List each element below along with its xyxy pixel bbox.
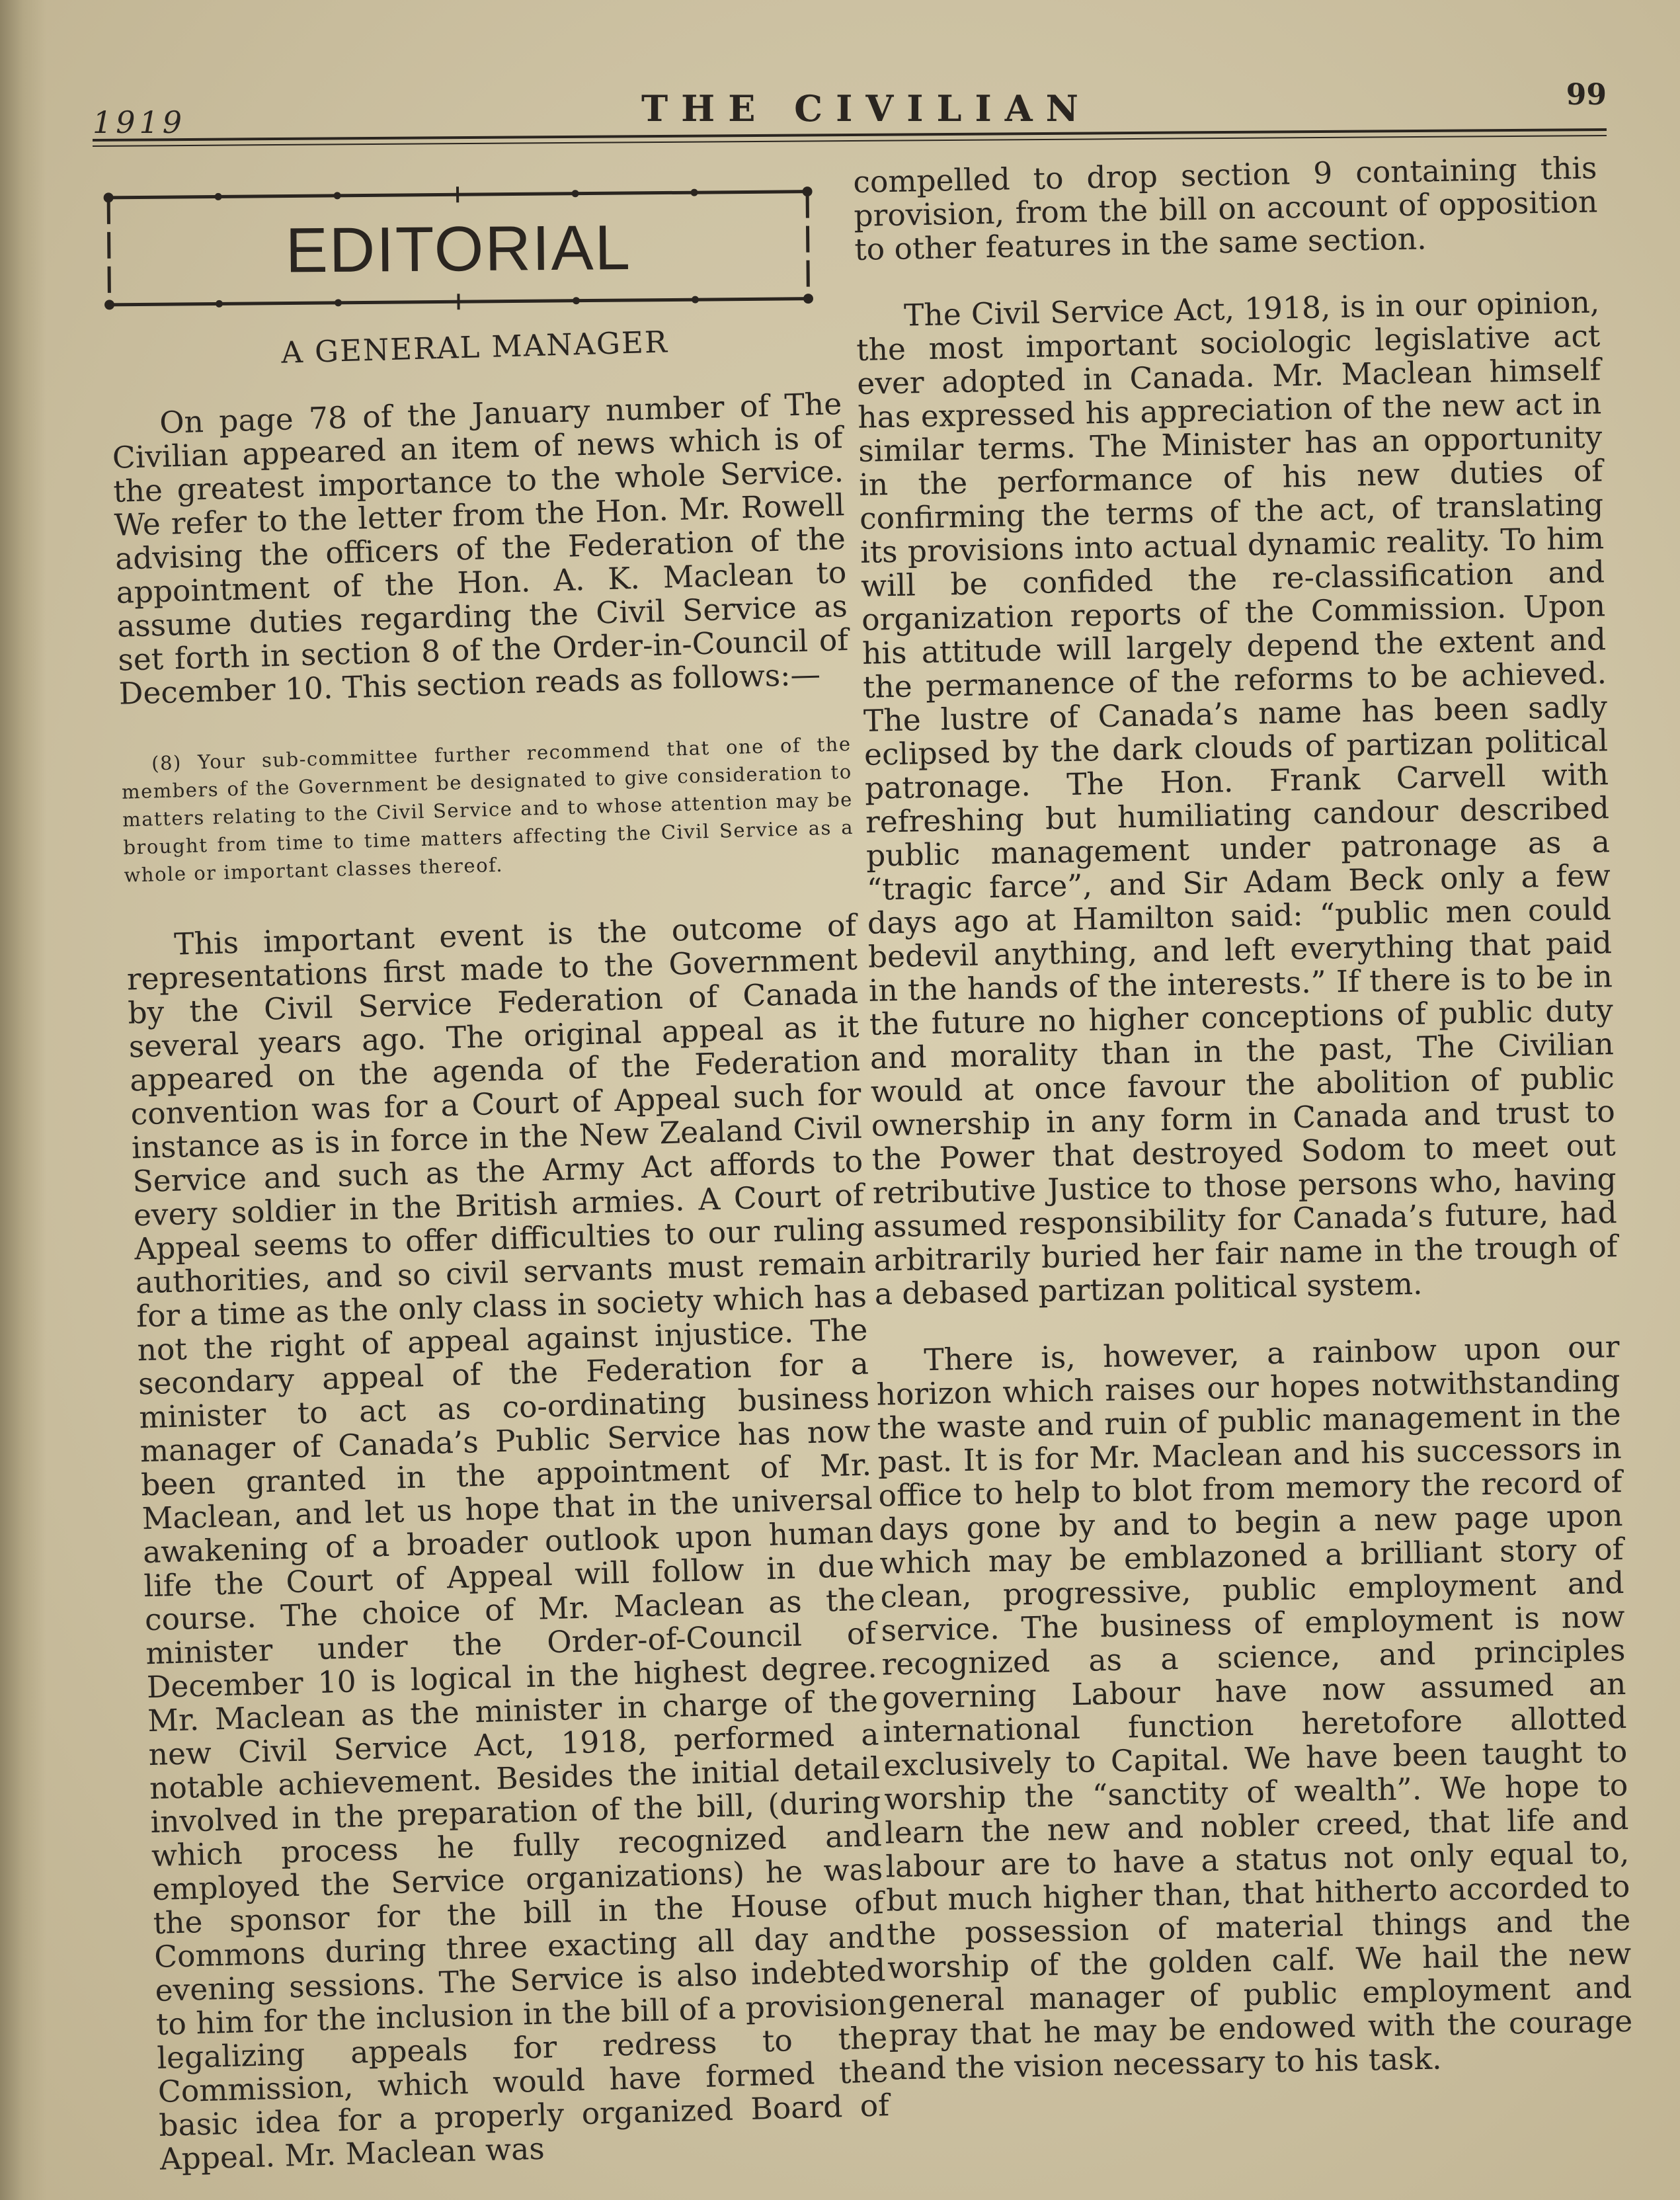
header-rule-thick xyxy=(93,128,1607,142)
article-subheading: A GENERAL MANAGER xyxy=(280,324,669,370)
editorial-label: EDITORIAL xyxy=(285,212,632,286)
header-year: 1919 xyxy=(93,104,186,140)
paragraph: On page 78 of the January number of The Civilian appeared an item of news which is of the greatest importance to the whole Service. We refer to the letter from the Hon. Mr. Rowell advising the officers of the Federation of the appointment of the Hon. A. K. Maclean to assume duties regarding the Civil Service as set forth in section 8 of the Order-in-Council of December 10. This section reads as follows:— xyxy=(112,386,849,712)
left-column xyxy=(109,320,891,2176)
quoted-section: (8) Your sub-committee further recommend that one of the members of the Government be designated to give consideration to matters relating to the Civil Service and to whose attention may be brought from time to time matters affecting the Civil Service as a whole or important classes thereof. xyxy=(121,732,854,887)
running-header xyxy=(93,73,1607,145)
paragraph: This important event is the outcome of representations first made to the Government by the Civil Service Federation of Canada several years ago. The original appeal as it appeared on the agenda of the Federation convention was for a Court of Appeal such for instance as is in force in the New Zealand Civil Service and such as the Army Act affords to every soldier in the British armies. A Court of Appeal seems to offer difficulties to our ruling authorities, and so civil servants must remain for a time as the only class in society which has not the right of appeal against injustice. The secondary appeal of the Federation for a minister to act as co-ordinating business manager of Canada’s Public Service has now been granted in the appointment of Mr. Maclean, and let us hope that in the universal awakening of a broader outlook upon human life the Court of Appeal will follow in due course. The choice of Mr. Maclean as the minister under the Order-of-Council of December 10 is logical in the highest degree. Mr. Maclean as the minister in charge of the new Civil Service Act, 1918, performed a notable achievement. Besides the initial detail involved in the preparation of the bill, (during which process he fully recognized and employed the Service organizations) he was the sponsor for the bill in the House of Commons during three exacting all day and evening sessions. The Service is also indebted to him for the inclusion in the bill of a provision legalizing appeals for redress to the Commission, which would have formed the basic idea for a properly organized Board of Appeal. Mr. Maclean was xyxy=(126,907,890,2177)
page-spine-shadow xyxy=(0,0,46,2200)
paragraph: There is, however, a rainbow upon our horizon which raises our hopes notwithstanding the waste and ruin of public management in the past. It is for Mr. Maclean and his successors in office to help to blot from memory the record of days gone by and to begin a new page upon which may be emblazoned a brilliant story of clean, progressive, public employment and service. The business of employment is now recognized as a science, and principles governing Labour have now assumed an international function heretofore allotted exclusively to Capital. We have been taught to worship the “sanctity of wealth”. We hope to learn the new and nobler creed, that life and labour are to have a status not only equal to, but much higher than, that hitherto accorded to the possession of material things and the worship of the golden calf. We hail the new general manager of public employment and pray that he may be endowed with the courage and the vision necessary to his task. xyxy=(876,1329,1633,2087)
right-column xyxy=(853,151,1634,2086)
editorial-banner xyxy=(99,183,818,314)
paragraph: The Civil Service Act, 1918, is in our opinion, the most important sociologic legislative act ever adopted in Canada. Mr. Maclean himself has expressed his appreciation of the new act in similar terms. The Minister has an opportunity in the performance of his new duties of confirming the terms of the act, of translating its provisions into actual dynamic reality. To him will be confided the re-classification and organization reports of the Commission. Upon his attitude will largely depend the extent and the permanence of the reforms to be achieved. The lustre of Canada’s name has been sadly eclipsed by the dark clouds of partizan political patronage. The Hon. Frank Carvell with refreshing but humiliating candour described public management under patronage as a “tragic farce”, and Sir Adam Beck only a few days ago at Hamilton said: “public men could bedevil anything, and left everything that paid in the hands of the interests.” If there is to be in the future no higher conceptions of public duty and morality than in the past, The Civilian would at once favour the abolition of public ownership in any form in Canada and trust to the Power that destroyed Sodom to meet out retributive Justice to those persons who, having assumed responsibility for Canada’s future, had arbitrarily buried her fair name in the trough of a debased partizan political system. xyxy=(856,284,1619,1312)
page-number: 99 xyxy=(1566,78,1607,112)
paragraph-continued: compelled to drop section 9 containing this provision, from the bill on account of opposition to other features in the same section. xyxy=(852,150,1598,267)
header-title: THE CIVILIAN xyxy=(641,87,1092,130)
